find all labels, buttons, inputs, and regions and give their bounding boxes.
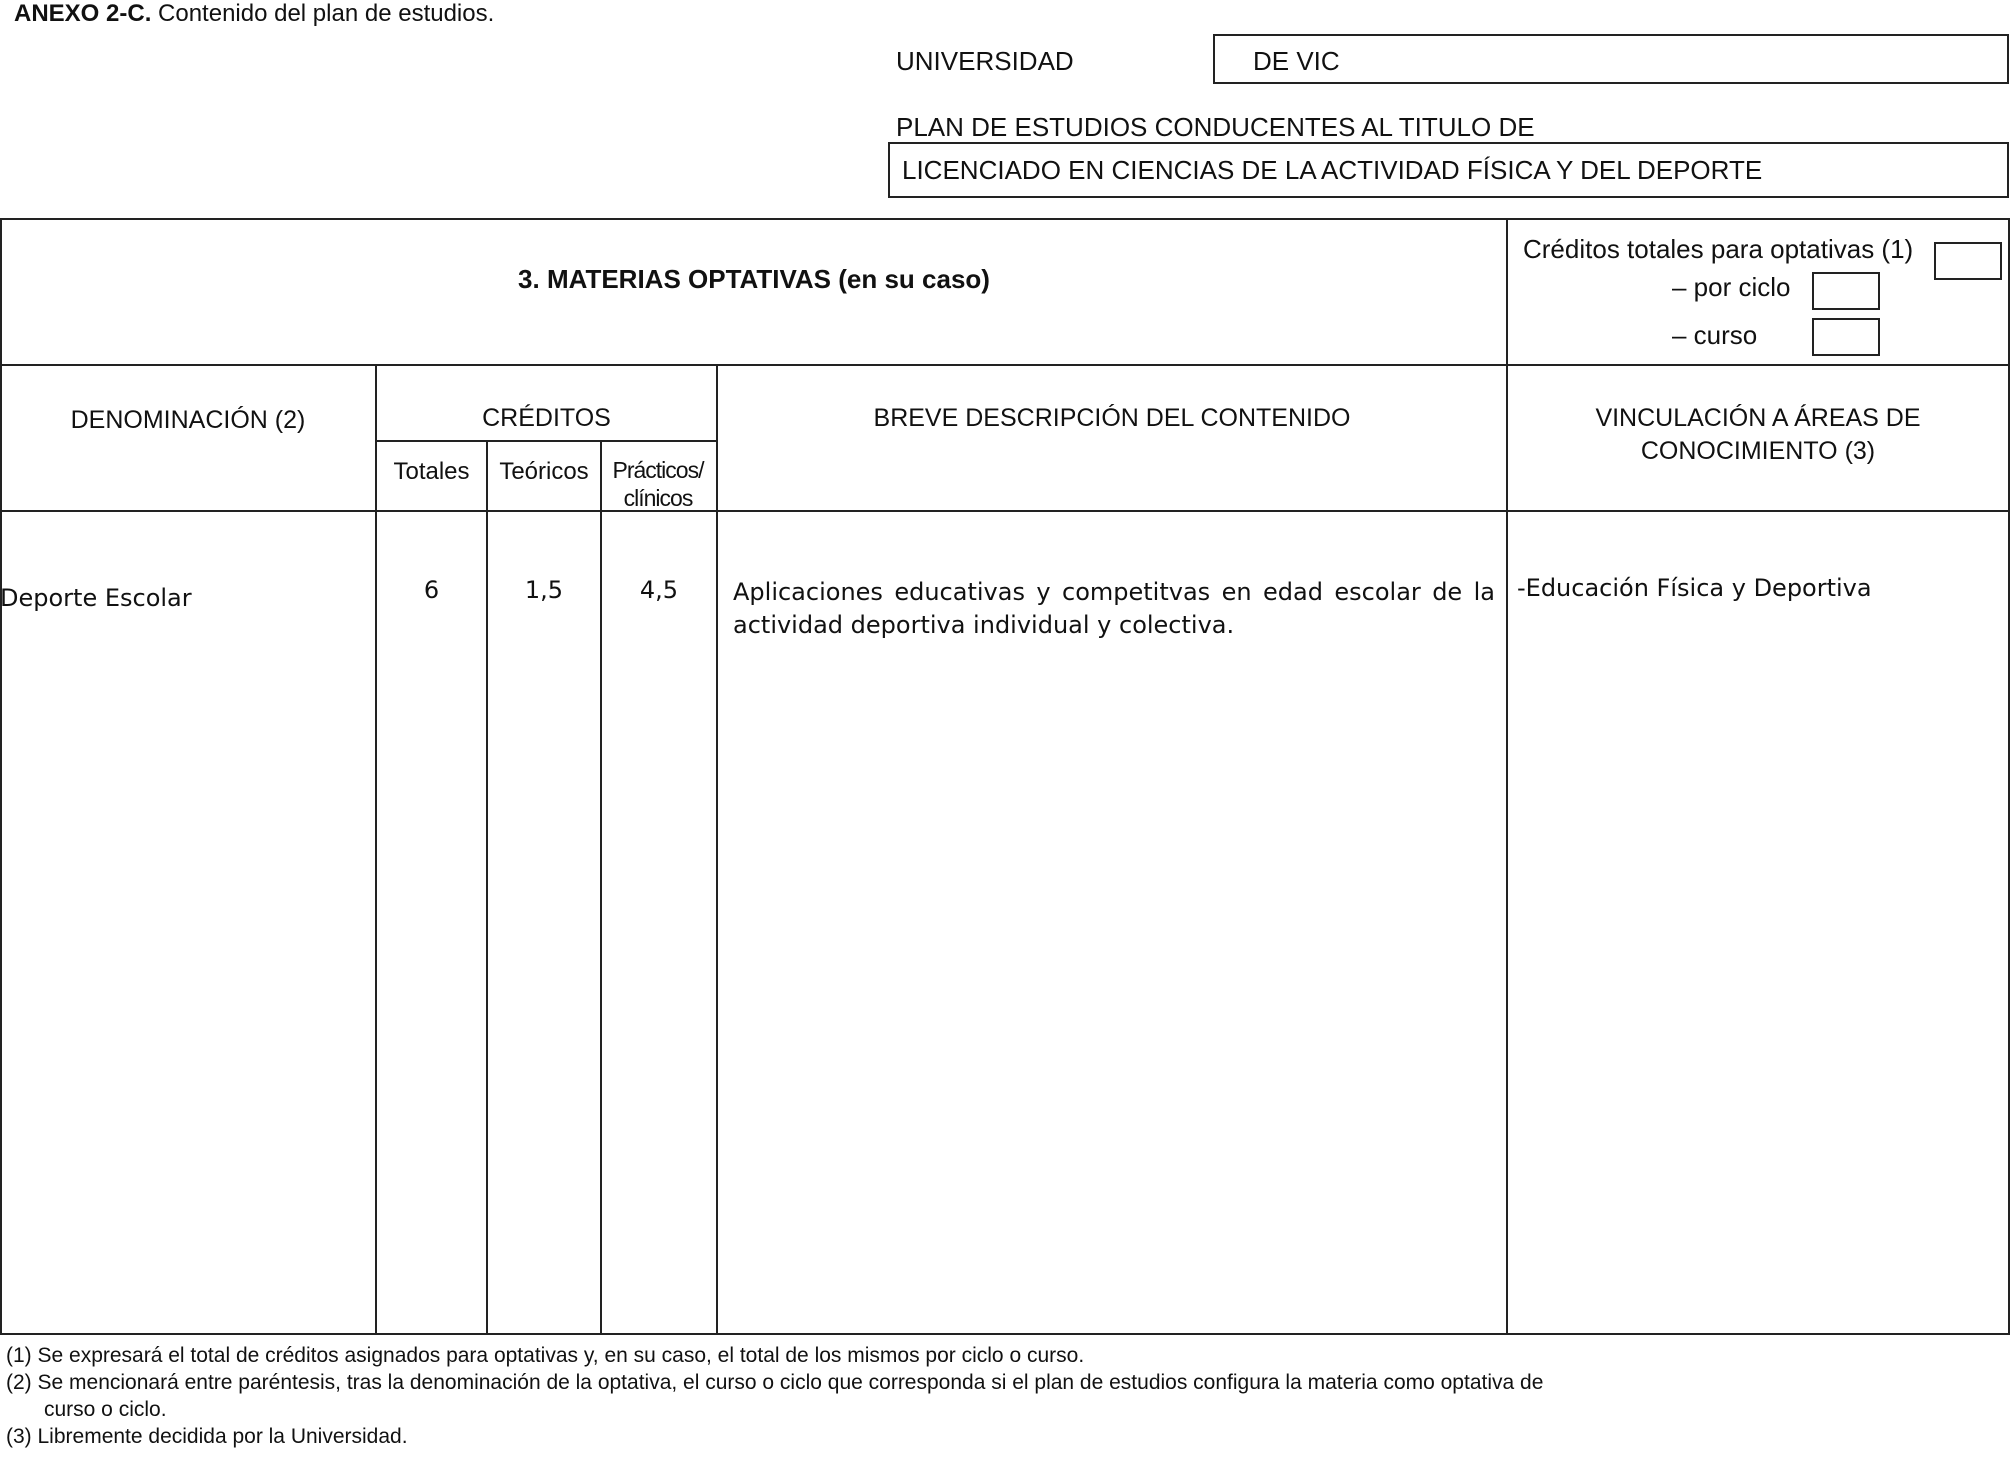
col-header-vinculacion-line1: VINCULACIÓN A ÁREAS DE (1595, 404, 1921, 432)
col-header-practicos (598, 456, 718, 512)
table-divider-header (0, 510, 2010, 512)
table-divider-section (0, 364, 2010, 366)
course-field[interactable] (1812, 318, 1880, 356)
row-totales: 6 (423, 576, 440, 604)
row-denominacion: Deporte Escolar (0, 584, 192, 612)
row-teoricos: 1,5 (524, 576, 564, 604)
footnote-1: (1) Se expresará el total de créditos asignados para optativas y, en su caso, el total de los mismos por ciclo o curso. (6, 1344, 1085, 1367)
col-header-teoricos: Teóricos (499, 458, 589, 485)
university-label: UNIVERSIDAD (896, 46, 1074, 76)
row-descripcion (733, 576, 1495, 642)
section-title: 3. MATERIAS OPTATIVAS (en su caso) (518, 264, 990, 294)
table-border-left (0, 218, 2, 1335)
footnote-2: (2) Se mencionará entre paréntesis, tras la denominación de la optativa, el curso o ciclo que corresponda si el plan de estudios configura la materia como optativa de (6, 1371, 1544, 1394)
degree-title: LICENCIADO EN CIENCIAS DE LA ACTIVIDAD FÍSICA Y DEL DEPORTE (902, 155, 1763, 185)
university-value: DE VIC (1253, 46, 1340, 76)
col-header-practicos-line2: clínicos (623, 485, 693, 511)
col-header-practicos-line1: Prácticos/ (612, 457, 704, 483)
annex-label: ANEXO 2-C. (14, 0, 152, 27)
table-col-divider-creditos (375, 364, 377, 1335)
footnote-2-continued: curso o ciclo. (44, 1398, 167, 1421)
row-descripcion-line2: actividad deportiva individual y colectiva. (733, 611, 1235, 639)
footnote-3: (3) Libremente decidida por la Universidad. (6, 1425, 408, 1448)
col-header-totales: Totales (393, 458, 470, 485)
table-col-divider-practicos (600, 440, 602, 1335)
col-header-vinculacion (1508, 402, 2008, 468)
annex-heading (14, 0, 494, 28)
per-cycle-label: – por ciclo (1672, 272, 1791, 302)
table-border-right (2008, 218, 2010, 1335)
course-label: – curso (1672, 320, 1758, 350)
row-vinculacion: -Educación Física y Deportiva (1517, 574, 1872, 602)
table-col-divider-vinculacion (1506, 218, 1508, 1335)
col-header-denominacion: DENOMINACIÓN (2) (70, 406, 306, 434)
col-header-vinculacion-line2: CONOCIMIENTO (3) (1640, 437, 1876, 465)
per-cycle-field[interactable] (1812, 272, 1880, 310)
table-divider-credits (375, 440, 717, 442)
table-col-divider-teoricos (486, 440, 488, 1335)
plan-label: PLAN DE ESTUDIOS CONDUCENTES AL TITULO DE (896, 112, 1535, 142)
row-practicos: 4,5 (639, 576, 679, 604)
footnotes (6, 1342, 1543, 1450)
col-header-creditos: CRÉDITOS (482, 404, 611, 432)
table-border-top (0, 218, 2010, 220)
table-border-bottom (0, 1333, 2010, 1335)
credits-total-label: Créditos totales para optativas (1) (1523, 234, 1914, 264)
col-header-descripcion: BREVE DESCRIPCIÓN DEL CONTENIDO (873, 404, 1351, 432)
row-descripcion-line1: Aplicaciones educativas y competitvas en edad escolar de la (733, 578, 1495, 606)
credits-total-field[interactable] (1934, 242, 2002, 280)
annex-description: Contenido del plan de estudios. (151, 0, 495, 27)
